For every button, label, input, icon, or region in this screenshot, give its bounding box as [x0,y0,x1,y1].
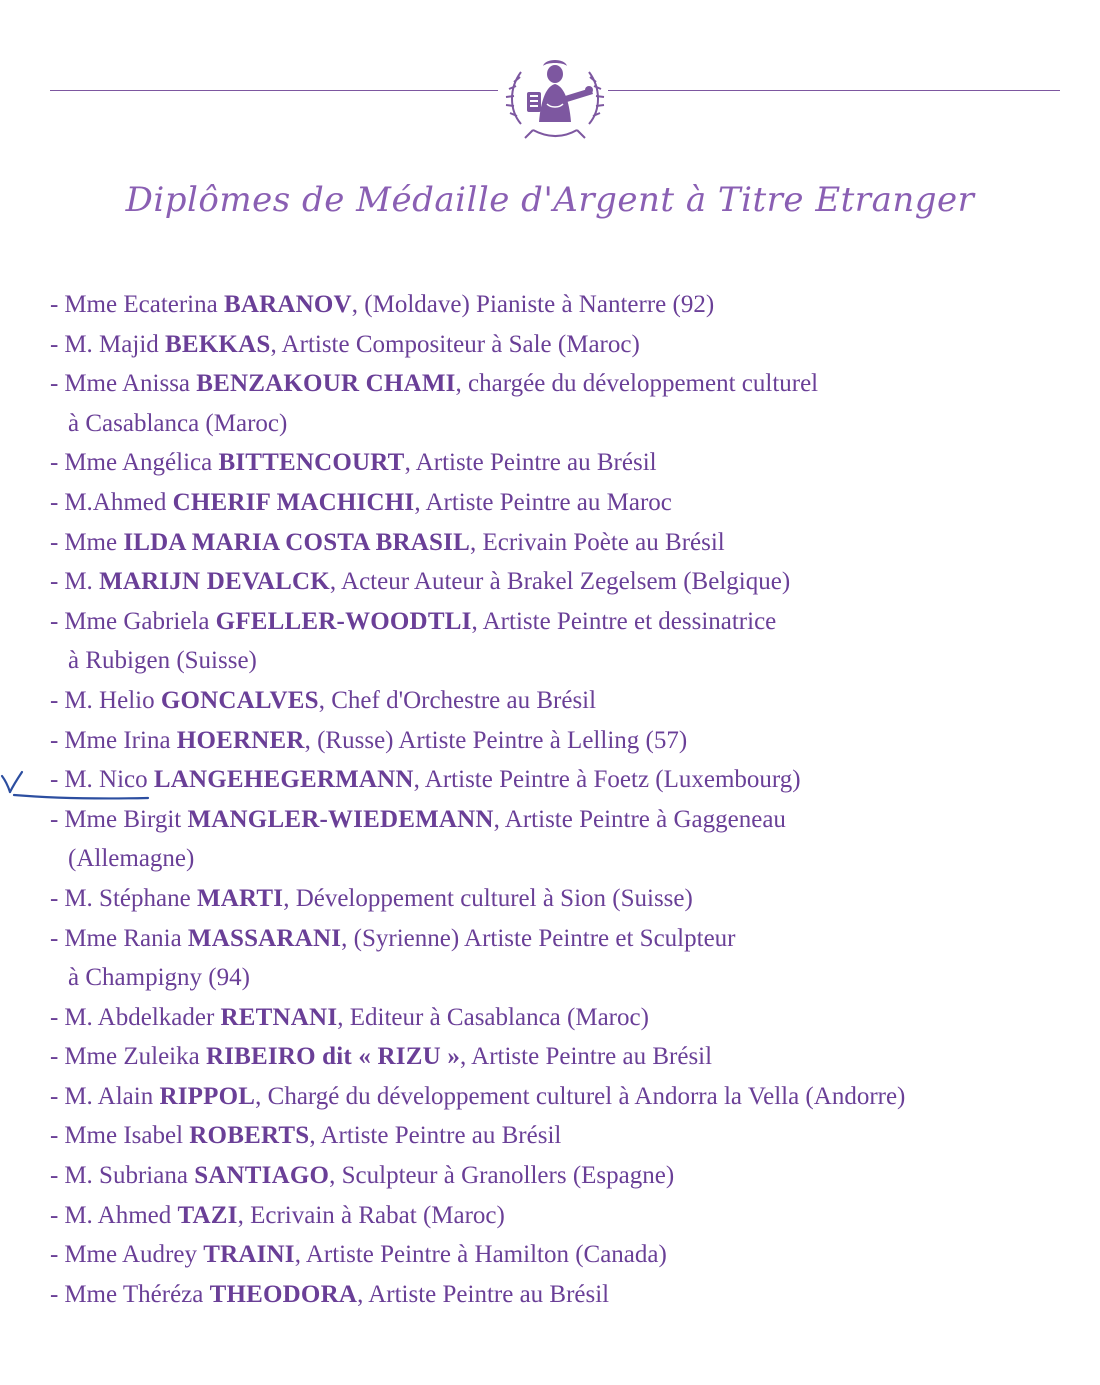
entry-name: MASSARANI [187,924,342,952]
list-item: - M. Abdelkader RETNANI, Editeur à Casablanca (Maroc) [50,1003,649,1031]
list-item: - M. MARIJN DEVALCK, Acteur Auteur à Brakel Zegelsem (Belgique) [50,568,791,596]
list-item: - Mme Rania MASSARANI, (Syrienne) Artiste Peintre et Sculpteur à Champigny (94) [50,919,1080,998]
list-item: - M. Nico LANGEHEGERMANN, Artiste Peintre à Foetz (Luxembourg) [50,766,801,794]
list-item: - M. Alain RIPPOL, Chargé du développement culturel à Andorra la Vella (Andorre) [50,1082,906,1110]
muse-emblem-icon [503,52,607,140]
entry-prefix: M. Stéphane [64,884,191,912]
entry-name: RETNANI [220,1003,338,1031]
entry-name: GFELLER-WOODTLI [215,607,472,635]
entry-name: ILDA MARIA COSTA BRASIL [123,528,470,556]
entry-description: , Artiste Peintre au Maroc [414,488,672,516]
entry-name: BENZAKOUR CHAMI [196,370,456,398]
entry-prefix: Mme Angélica [64,449,213,477]
entry-continuation: à Champigny (94) [68,964,250,992]
entry-continuation: à Casablanca (Maroc) [68,409,288,437]
list-item: - Mme Audrey TRAINI, Artiste Peintre à Hamilton (Canada) [50,1241,667,1269]
entry-name: BEKKAS [165,330,271,358]
list-item: - Mme Zuleika RIBEIRO dit « RIZU », Artiste Peintre au Brésil [50,1043,713,1071]
entry-description: , Editeur à Casablanca (Maroc) [337,1003,649,1031]
entry-prefix: M. Subriana [64,1162,188,1190]
entry-name: MARTI [196,884,284,912]
entry-description: , (Russe) Artiste Peintre à Lelling (57) [304,726,688,754]
entry-name: HOERNER [176,726,305,754]
list-item: - M. Stéphane MARTI, Développement culturel à Sion (Suisse) [50,884,693,912]
entry-description: , Artiste Peintre à Hamilton (Canada) [294,1241,667,1269]
list-item: - M.Ahmed CHERIF MACHICHI, Artiste Peintre au Maroc [50,488,672,516]
entry-description: , Artiste Peintre au Brésil [460,1043,713,1071]
entry-continuation: à Rubigen (Suisse) [68,647,257,675]
list-item: - Mme Angélica BITTENCOURT, Artiste Peintre au Brésil [50,449,657,477]
entry-prefix: Mme Audrey [64,1241,197,1269]
entry-description: , Sculpteur à Granollers (Espagne) [329,1162,675,1190]
entry-prefix: M. [64,568,93,596]
entry-description: , Artiste Peintre et dessinatrice [471,607,777,635]
entry-description: , Chef d'Orchestre au Brésil [318,686,597,714]
list-item: - Mme Théréza THEODORA, Artiste Peintre au Brésil [50,1280,610,1308]
entry-continuation: (Allemagne) [68,845,195,873]
entry-prefix: Mme Théréza [64,1280,204,1308]
entry-prefix: M. Helio [64,686,155,714]
entry-name: LANGEHEGERMANN [153,766,414,794]
entry-description: , Artiste Compositeur à Sale (Maroc) [270,330,640,358]
entry-description: , (Syrienne) Artiste Peintre et Sculpteur [341,924,736,952]
entry-name: ROBERTS [189,1122,310,1150]
entry-name: SANTIAGO [194,1162,330,1190]
entry-prefix: Mme [64,528,118,556]
list-item: - M. Helio GONCALVES, Chef d'Orchestre au Brésil [50,686,597,714]
entry-prefix: M.Ahmed [64,488,167,516]
list-item: - Mme Irina HOERNER, (Russe) Artiste Peintre à Lelling (57) [50,726,688,754]
entry-prefix: Mme Rania [64,924,182,952]
entry-name: BARANOV [223,291,352,318]
header-rule-left [50,90,498,91]
list-item: - Mme Isabel ROBERTS, Artiste Peintre au Brésil [50,1122,562,1150]
entry-name: MANGLER-WIEDEMANN [187,805,494,833]
entry-prefix: Mme Zuleika [64,1043,200,1071]
list-item: - Mme ILDA MARIA COSTA BRASIL, Ecrivain Poète au Brésil [50,528,725,556]
entry-name: TAZI [177,1201,238,1229]
entry-prefix: Mme Isabel [64,1122,184,1150]
recipient-list [50,285,1080,1314]
entry-prefix: M. Alain [64,1082,154,1110]
entry-name: RIPPOL [159,1082,256,1110]
handwritten-check-mark-icon [0,762,160,822]
list-item: - M. Ahmed TAZI, Ecrivain à Rabat (Maroc) [50,1201,505,1229]
entry-prefix: M. Ahmed [64,1201,172,1229]
entry-prefix: M. Majid [64,330,159,358]
entry-name: MARIJN DEVALCK [99,568,330,596]
entry-description: , Chargé du développement culturel à Andorra la Vella (Andorre) [255,1082,906,1110]
list-item: - Mme Ecaterina BARANOV, (Moldave) Pianiste à Nanterre (92) [50,291,715,318]
entry-description: , Artiste Peintre à Foetz (Luxembourg) [413,766,801,794]
entry-prefix: Mme Irina [64,726,171,754]
entry-description: , Artiste Peintre à Gaggeneau [493,805,786,833]
entry-prefix: Mme Gabriela [64,607,210,635]
entry-description: , Ecrivain Poète au Brésil [469,528,725,556]
entry-prefix: M. Nico [64,766,148,794]
list-item: - M. Subriana SANTIAGO, Sculpteur à Granollers (Espagne) [50,1162,675,1190]
entry-description: , Acteur Auteur à Brakel Zegelsem (Belgique) [329,568,791,596]
entry-prefix: M. Abdelkader [64,1003,215,1031]
entry-name: THEODORA [209,1280,358,1308]
entry-description: , Artiste Peintre au Brésil [309,1122,562,1150]
entry-description: , Développement culturel à Sion (Suisse) [283,884,693,912]
entry-prefix: Mme Anissa [64,370,191,398]
header-rule-right [608,90,1060,91]
entry-name: CHERIF MACHICHI [172,488,415,516]
entry-description: , Ecrivain à Rabat (Maroc) [237,1201,505,1229]
entry-description: , (Moldave) Pianiste à Nanterre (92) [351,291,715,318]
page-title: Diplômes de Médaille d'Argent à Titre Etranger [125,180,975,220]
entry-prefix: Mme Ecaterina [64,291,218,318]
list-item: - Mme Gabriela GFELLER-WOODTLI, Artiste Peintre et dessinatrice à Rubigen (Suisse) [50,602,1080,681]
entry-name: GONCALVES [160,686,319,714]
entry-prefix: Mme Birgit [64,805,182,833]
entry-name: TRAINI [203,1241,295,1269]
entry-description: , chargée du développement culturel [455,370,819,398]
entry-name: RIBEIRO dit « RIZU » [205,1043,461,1071]
entry-description: , Artiste Peintre au Brésil [357,1280,610,1308]
list-item: - Mme Anissa BENZAKOUR CHAMI, chargée du développement culturel à Casablanca (Maroc) [50,364,1080,443]
entry-description: , Artiste Peintre au Brésil [404,449,657,477]
list-item: - Mme Birgit MANGLER-WIEDEMANN, Artiste Peintre à Gaggeneau (Allemagne) [50,800,1080,879]
list-item: - M. Majid BEKKAS, Artiste Compositeur à Sale (Maroc) [50,330,640,358]
entry-name: BITTENCOURT [218,449,405,477]
